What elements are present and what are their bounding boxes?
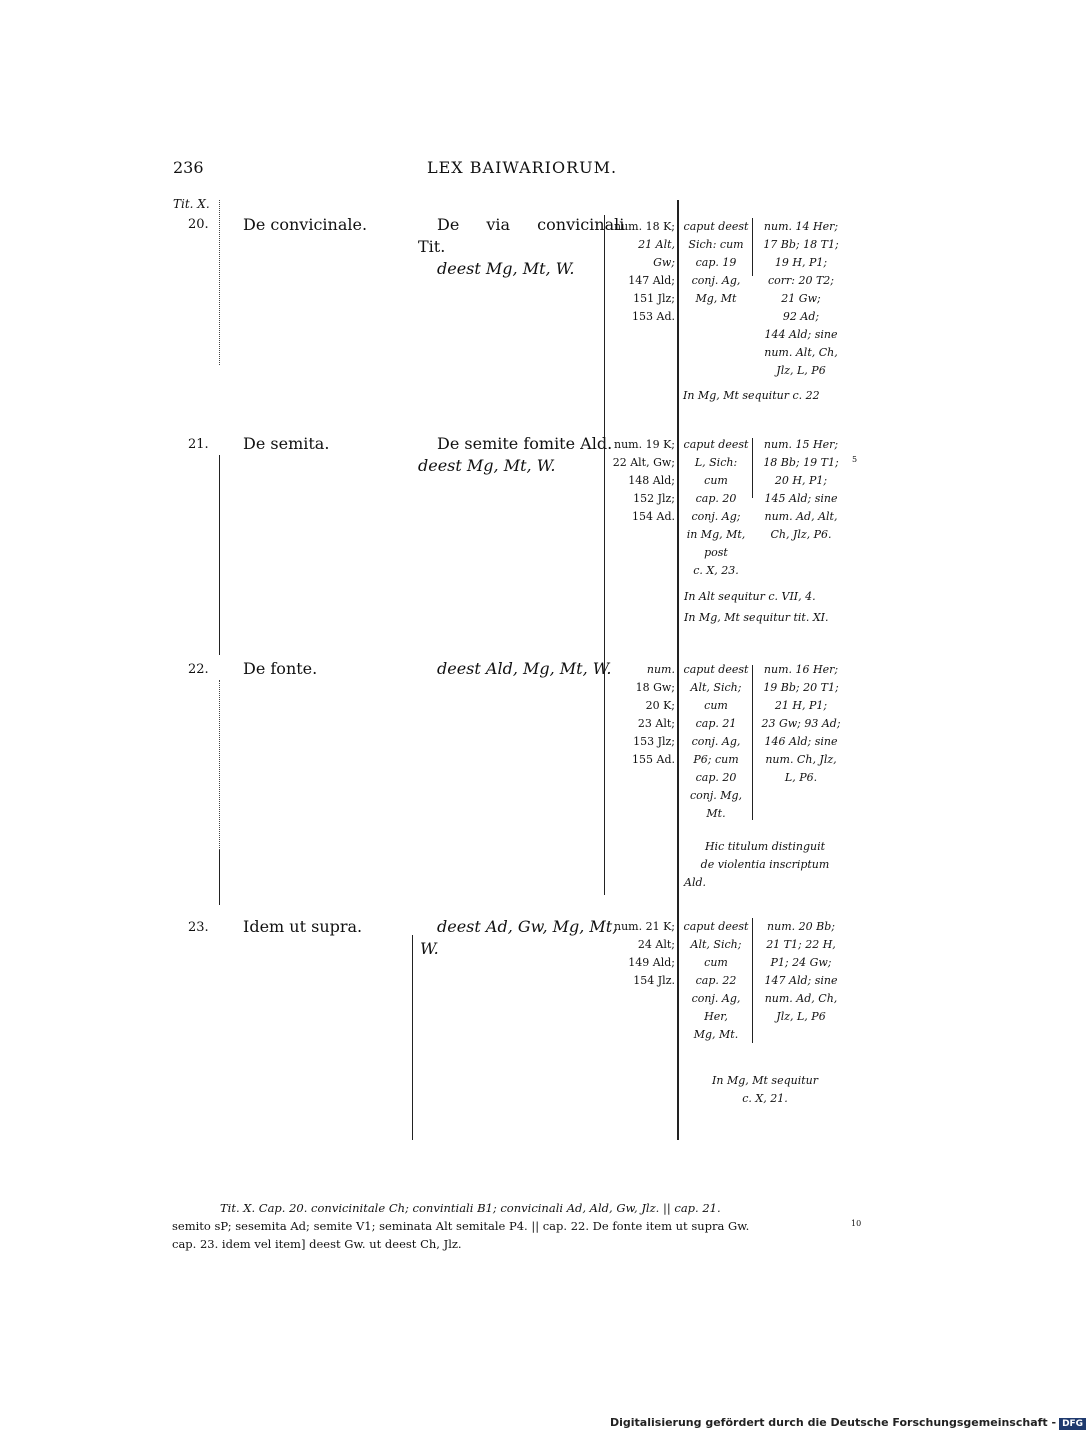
variant-line: De via convicinali: [437, 215, 625, 234]
col3-line: num. 21 K;: [613, 920, 675, 933]
col5-line: num. Ad, Alt,: [764, 510, 838, 523]
column-rule: [604, 215, 605, 895]
col5-line: 18 Bb; 19 T1;: [763, 456, 839, 469]
col5-line: 17 Bb; 18 T1;: [763, 238, 839, 251]
entry-number: 20.: [188, 217, 209, 232]
variant-line: deest Ald, Mg, Mt, W.: [437, 659, 612, 678]
col4-line: cap. 19: [695, 256, 737, 269]
col5-line: Jlz, L, P6: [776, 1010, 826, 1023]
tit-label: Tit. X.: [173, 197, 210, 211]
col5-line: 23 Gw; 93 Ad;: [761, 717, 841, 730]
entry-title: De fonte.: [243, 659, 318, 678]
col4-line: cum: [704, 699, 728, 712]
column-rule: [752, 438, 753, 498]
col3-line: 22 Alt, Gw;: [612, 456, 675, 469]
col5-line: num. Ad, Ch,: [764, 992, 838, 1005]
col4-line: conj. Ag,: [691, 735, 741, 748]
col5-line: num. 14 Her;: [763, 220, 839, 233]
col3-line: num. 19 K;: [613, 438, 675, 451]
col3-line: 23 Alt;: [637, 717, 675, 730]
col4-line: caput deest: [683, 438, 749, 451]
col4-line: caput deest: [683, 920, 749, 933]
col4-line: Alt, Sich;: [690, 681, 742, 694]
col4-line: post: [704, 546, 728, 559]
variant-line: deest Ad, Gw, Mg, Mt,: [437, 917, 618, 936]
col4-line: in Mg, Mt,: [686, 528, 746, 541]
column-rule: [219, 200, 221, 365]
col4-line: cap. 22: [695, 974, 737, 987]
col3-line: 18 Gw;: [635, 681, 675, 694]
col3-line: 154 Jlz.: [633, 974, 675, 987]
col3-line: 152 Jlz;: [633, 492, 675, 505]
col5-line: 145 Ald; sine: [764, 492, 838, 505]
variant-line: deest Mg, Mt, W.: [418, 456, 556, 475]
col3-block: [607, 918, 675, 990]
col4-line: conj. Ag,: [691, 274, 741, 287]
col3-block: [607, 661, 675, 769]
col5-block: [755, 436, 847, 544]
entry-number: 21.: [188, 437, 209, 452]
col5-line: num. 15 Her;: [763, 438, 839, 451]
col3-line: 151 Jlz;: [633, 292, 675, 305]
col4-line: caput deest: [683, 220, 749, 233]
note-line: de violentia inscriptum: [700, 858, 830, 871]
col4-line: cap. 20: [695, 492, 737, 505]
col3-line: Gw;: [653, 256, 675, 269]
col3-line: 153 Jlz;: [633, 735, 675, 748]
col3-line: 20 K;: [645, 699, 675, 712]
entry-number: 22.: [188, 662, 209, 677]
note-block: [684, 838, 846, 892]
col3-line: 21 Alt,: [638, 238, 675, 251]
col4-line: Her,: [704, 1010, 728, 1023]
variant-line: De semite fomite Ald.: [437, 434, 613, 453]
note-line: Hic titulum distinguit: [704, 840, 826, 853]
col5-block: [755, 918, 847, 1026]
entry-title: De semita.: [243, 434, 330, 453]
col5-block: [755, 218, 847, 380]
entry-title: Idem ut supra.: [243, 917, 363, 936]
note-line: In Mg, Mt sequitur: [712, 1074, 818, 1087]
note-line: In Alt sequitur c. VII, 4.: [684, 590, 816, 603]
col4-line: conj. Mg,: [689, 789, 743, 802]
column-rule: [677, 200, 679, 1140]
variant-line: Tit.: [418, 237, 446, 256]
col4-line: Mg, Mt.: [693, 1028, 739, 1041]
col5-line: 146 Ald; sine: [764, 735, 838, 748]
col3-line: 155 Ad.: [632, 753, 675, 766]
col5-line: num. 20 Bb;: [767, 920, 835, 933]
variant-line: W.: [420, 939, 439, 958]
col3-line: 153 Ad.: [632, 310, 675, 323]
col3-line: 149 Ald;: [628, 956, 675, 969]
column-rule: [219, 850, 220, 905]
col5-line: num. Ch, Jlz,: [765, 753, 837, 766]
col4-line: conj. Ag;: [691, 510, 741, 523]
column-rule: [219, 455, 220, 655]
col3-block: [607, 436, 675, 526]
column-rule: [219, 680, 221, 850]
col4-line: cum: [704, 474, 728, 487]
running-title: LEX BAIWARIORUM.: [427, 158, 618, 177]
column-rule: [752, 218, 753, 276]
col5-line: 19 Bb; 20 T1;: [763, 681, 839, 694]
col3-line: 154 Ad.: [632, 510, 675, 523]
col4-line: Mg, Mt: [695, 292, 737, 305]
column-rule: [752, 918, 753, 1043]
col5-line: Jlz, L, P6: [776, 364, 826, 377]
col5-line: 92 Ad;: [782, 310, 820, 323]
note-line: Ald.: [684, 876, 706, 889]
col5-line: 19 H, P1;: [774, 256, 828, 269]
col3-line: num. 18 K;: [613, 220, 675, 233]
dfg-logo: DFG: [1059, 1418, 1086, 1430]
col5-line: num. Alt, Ch,: [764, 346, 838, 359]
footnote-line: Tit. X. Cap. 20. convicinitale Ch; convintiali B1; convicinali Ad, Ald, Gw, Jlz. || cap. 21.: [220, 1201, 721, 1215]
col3-block: [607, 218, 675, 326]
col5-block: [755, 661, 847, 787]
footer-credit: [610, 1416, 1086, 1430]
col4-line: cap. 21: [695, 717, 737, 730]
col5-line: Ch, Jlz, P6.: [770, 528, 832, 541]
col5-line: 20 H, P1;: [774, 474, 828, 487]
col5-line: corr: 20 T2;: [767, 274, 835, 287]
col4-line: conj. Ag,: [691, 992, 741, 1005]
col4-line: cap. 20: [695, 771, 737, 784]
col4-line: P6; cum: [693, 753, 739, 766]
col4-block: [681, 218, 751, 308]
footnote-line: cap. 23. idem vel item] deest Gw. ut deest Ch, Jlz.: [172, 1237, 462, 1251]
note-line: In Mg, Mt sequitur tit. XI.: [684, 611, 829, 624]
note-block: [684, 1072, 846, 1108]
col4-line: c. X, 23.: [693, 564, 739, 577]
col3-line: num.: [646, 663, 675, 676]
variant-line: deest Mg, Mt, W.: [437, 259, 575, 278]
col4-line: L, Sich:: [694, 456, 738, 469]
margin-line-number: 10: [851, 1219, 862, 1228]
col4-block: [681, 918, 751, 1044]
col3-line: 147 Ald;: [628, 274, 675, 287]
col5-line: P1; 24 Gw;: [770, 956, 832, 969]
col4-line: Sich: cum: [688, 238, 744, 251]
col4-block: [681, 436, 751, 580]
column-rule: [752, 665, 753, 820]
col5-line: L, P6.: [784, 771, 818, 784]
footer-text: Digitalisierung gefördert durch die Deutsche Forschungsgemeinschaft -: [610, 1416, 1057, 1429]
entry-title: De convicinale.: [243, 215, 368, 234]
col5-line: 144 Ald; sine: [764, 328, 838, 341]
col5-line: 21 T1; 22 H,: [766, 938, 836, 951]
col5-line: 147 Ald; sine: [764, 974, 838, 987]
col4-line: cum: [704, 956, 728, 969]
page-number: 236: [173, 158, 204, 177]
col5-line: 21 H, P1;: [774, 699, 828, 712]
col4-line: Alt, Sich;: [690, 938, 742, 951]
col4-line: Mt.: [706, 807, 726, 820]
margin-line-number: 5: [852, 455, 858, 464]
note-line: c. X, 21.: [742, 1092, 788, 1105]
col4-line: caput deest: [683, 663, 749, 676]
col5-line: 21 Gw;: [781, 292, 821, 305]
note-line: In Mg, Mt sequitur c. 22: [683, 389, 820, 402]
col3-line: 148 Ald;: [628, 474, 675, 487]
column-rule: [412, 935, 413, 1140]
entry-number: 23.: [188, 920, 209, 935]
col3-line: 24 Alt;: [637, 938, 675, 951]
col5-line: num. 16 Her;: [763, 663, 839, 676]
col4-block: [681, 661, 751, 823]
footnote-line: semito sP; sesemita Ad; semite V1; seminata Alt semitale P4. || cap. 22. De fonte item ut supra Gw.: [172, 1219, 750, 1233]
